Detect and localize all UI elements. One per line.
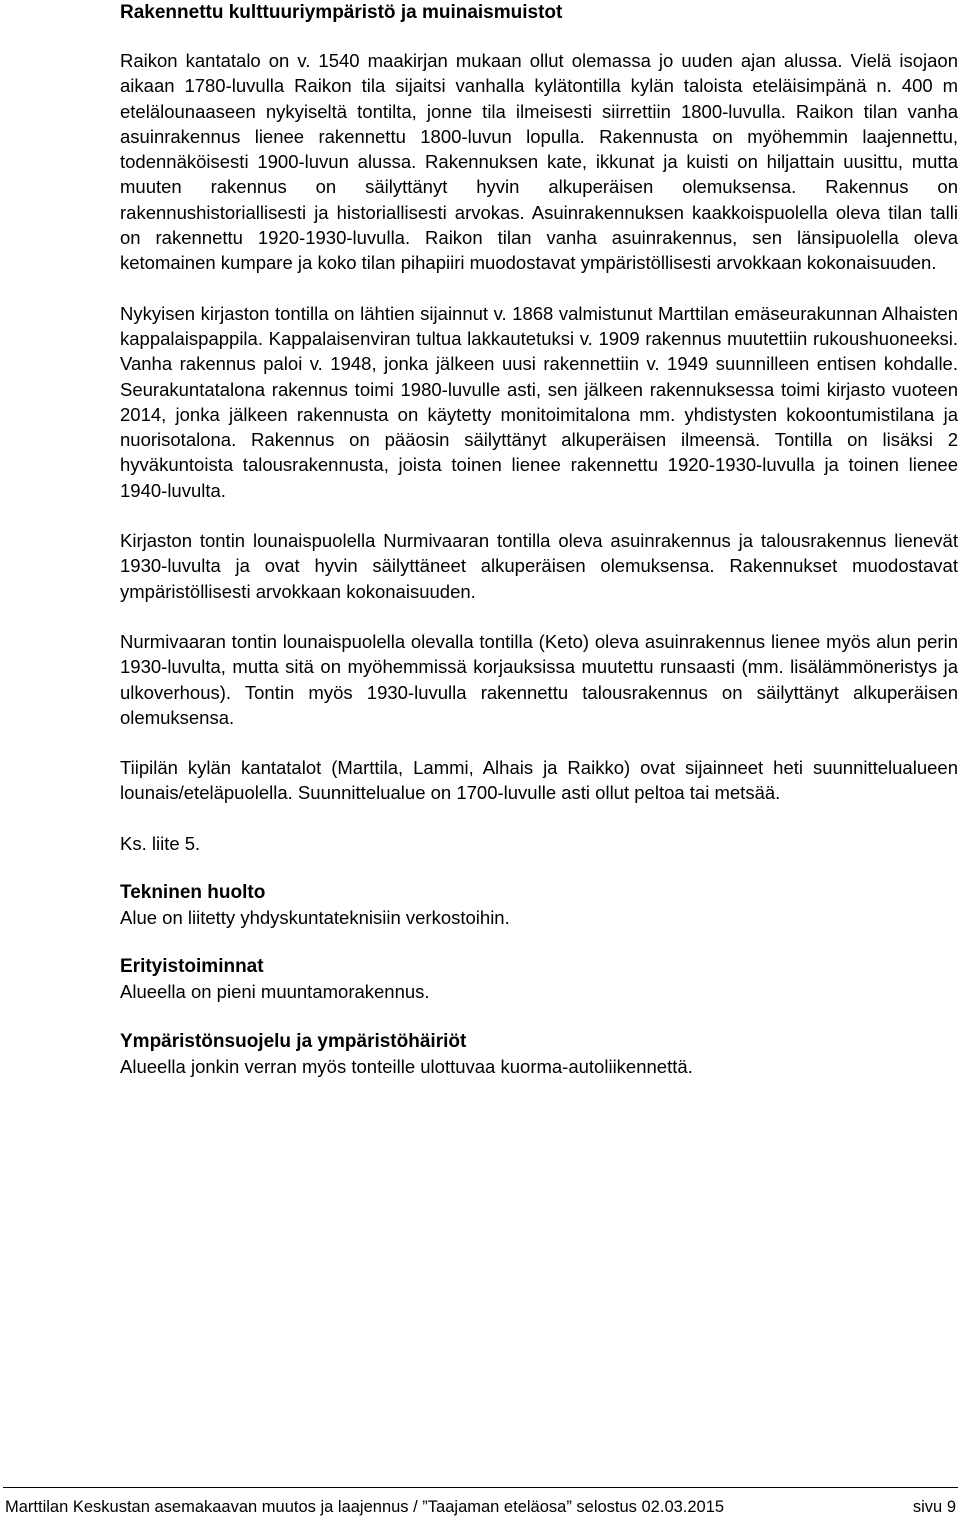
paragraph-library-lot: Nykyisen kirjaston tontilla on lähtien sijainnut v. 1868 valmistunut Marttilan emäseurakunnan Alhaisten kappalaispappila. Kappalaisenviran tultua lakkautetuksi v. 1909 rakennus muutettiin rukoushuoneeksi. Vanha rakennus paloi v. 1948, jonka jälkeen uusi rakennettiin v. 1949 suunnilleen entisen kohdalle. Seurakuntatalona rakennus toimi 1980-luvulle asti, sen jälkeen rakennuksessa toimi kirjasto vuoteen 2014, jonka jälkeen rakennusta on käytetty monitoimitalona mm. yhdistysten kokoontumistilana ja nuorisotalona. Rakennus on pääosin säilyttänyt alkuperäisen ilmeensä. Tontilla on lisäksi 2 hyväkuntoista talousrakennusta, joista toinen lienee rakennettu 1920-1930-luvulla ja toinen lienee 1940-luvulta. [120, 302, 958, 501]
paragraph-keto: Nurmivaaran tontin lounaispuolella olevalla tontilla (Keto) oleva asuinrakennus lienee myös alun perin 1930-luvulta, mutta sitä on myöhemmissä korjauksissa muutettu runsaasti (mm. lisälämmöneristys ja ulkoverhous). Tontin myös 1930-luvulla rakennettu talousrakennus on säilyttänyt alkuperäisen olemuksensa. [120, 630, 958, 728]
paragraph-appendix-reference: Ks. liite 5. [120, 832, 201, 854]
paragraph-nurmivaara: Kirjaston tontin lounaispuolella Nurmivaaran tontilla oleva asuinrakennus ja talousrakennus lienevät 1930-luvulta ja ovat hyvin säilyttäneet alkuperäisen olemuksensa. Rakennukset muodostavat ympäristöllisesti arvokkaan kokonaisuuden. [120, 530, 958, 602]
footer-page-number: sivu 9 [912, 1498, 956, 1516]
document-page [120, 0, 958, 1079]
footer-divider [3, 1487, 958, 1488]
section-heading-technical: Tekninen huolto [120, 882, 266, 904]
footer-document-title: Marttilan Keskustan asemakaavan muutos ja laajennus / ”Taajaman eteläosa” selostus 02.03.2015 [5, 1498, 725, 1516]
paragraph-technical: Alue on liitetty yhdyskuntateknisiin verkostoihin. [120, 907, 510, 929]
paragraph-raikko-history: Raikon kantatalo on v. 1540 maakirjan mukaan ollut olemassa jo uuden ajan alussa. Vielä isojaon aikaan 1780-luvulla Raikon tila sijaitsi vanhalla kylätontilla kylän taloista eteläisimpänä n. 400 m etelälounaaseen nykyiseltä tontilta, jonne tila ilmeisesti siirrettiin 1800-luvulla. Raikon tilan vanha asuinrakennus lienee rakennettu 1800-luvun lopulla. Rakennusta on myöhemmin laajennettu, todennäköisesti 1900-luvun alussa. Rakennuksen kate, ikkunat ja kuisti on hiljattain uusittu, mutta muuten rakennus on säilyttänyt hyvin alkuperäisen olemuksensa. Rakennus on rakennushistoriallisesti ja historiallisesti arvokas. Asuinrakennuksen kaakkoispuolella oleva tilan talli on rakennettu 1920-1930-luvulla. Raikon tilan vanha asuinrakennus, sen länsipuolella oleva ketomainen kumpare ja koko tilan pihapiiri muodostavat ympäristöllisesti arvokkaan kokonaisuuden. [120, 50, 958, 274]
paragraph-environment: Alueella jonkin verran myös tonteille ulottuvaa kuorma-autoliikennettä. [120, 1055, 693, 1077]
section-heading-environment: Ympäristönsuojelu ja ympäristöhäiriöt [120, 1030, 467, 1052]
section-heading-cultural-environment: Rakennettu kulttuuriympäristö ja muinaismuistot [120, 2, 563, 23]
paragraph-special-functions: Alueella on pieni muuntamorakennus. [120, 981, 430, 1003]
page-footer [0, 1487, 960, 1520]
paragraph-tiipila-village: Tiipilän kylän kantatalot (Marttila, Lammi, Alhais ja Raikko) ovat sijainneet heti suunnittelualueen lounais/eteläpuolella. Suunnittelualue on 1700-luvulle asti ollut peltoa tai metsää. [120, 757, 958, 804]
section-heading-special-functions: Erityistoiminnat [120, 956, 264, 978]
